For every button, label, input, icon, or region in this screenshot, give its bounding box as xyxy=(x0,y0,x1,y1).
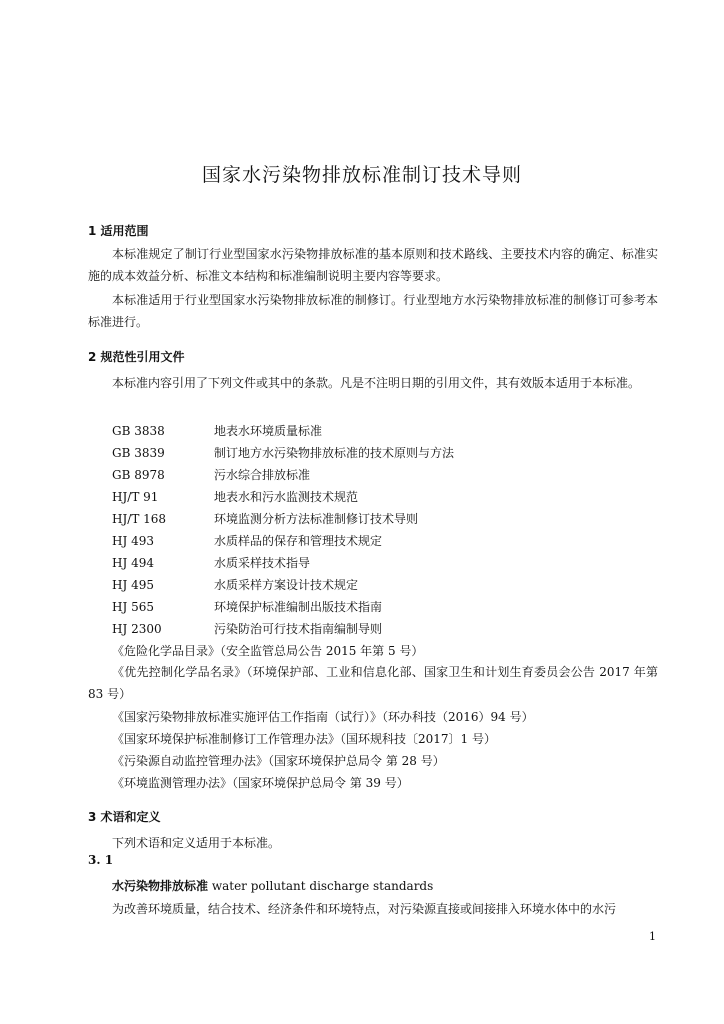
section-1-heading: 1 适用范围 xyxy=(88,224,149,238)
document-reference: 《优先控制化学品名录》（环境保护部、工业和信息化部、国家卫生和计划生育委员会公告 2017 年第 83 号） xyxy=(88,665,658,701)
section-3-intro: 下列术语和定义适用于本标准。 xyxy=(112,836,281,850)
reference-name: 污水综合排放标准 xyxy=(214,468,311,482)
reference-code: HJ 2300 xyxy=(112,622,162,636)
term-english: water pollutant discharge standards xyxy=(208,879,434,893)
reference-item xyxy=(112,488,358,506)
reference-name: 水质样品的保存和管理技术规定 xyxy=(214,534,383,548)
document-reference: 《污染源自动监控管理办法》（国家环境保护总局令 第 28 号） xyxy=(112,754,445,768)
reference-name: 地表水环境质量标准 xyxy=(214,424,323,438)
reference-name: 水质采样方案设计技术规定 xyxy=(214,578,359,592)
term-chinese: 水污染物排放标准 xyxy=(112,879,209,893)
reference-code: HJ/T 91 xyxy=(112,490,159,504)
reference-code: HJ 493 xyxy=(112,534,154,548)
section-2-intro: 本标准内容引用了下列文件或其中的条款。凡是不注明日期的引用文件，其有效版本适用于本标准。 xyxy=(112,376,641,390)
reference-code: GB 3839 xyxy=(112,446,165,460)
reference-item xyxy=(112,444,454,462)
document-title: 国家水污染物排放标准制订技术导则 xyxy=(201,164,522,186)
reference-name: 污染防治可行技术指南编制导则 xyxy=(214,622,383,636)
reference-item xyxy=(112,422,322,440)
reference-code: GB 8978 xyxy=(112,468,165,482)
reference-code: HJ/T 168 xyxy=(112,512,167,526)
section-3-heading: 3 术语和定义 xyxy=(88,810,161,824)
term-title xyxy=(112,877,433,894)
reference-name: 环境监测分析方法标准制修订技术导则 xyxy=(214,512,419,526)
reference-item xyxy=(112,532,382,550)
section-1-paragraph-1: 本标准规定了制订行业型国家水污染物排放标准的基本原则和技术路线、主要技术内容的确定、标准实施的成本效益分析、标准文本结构和标准编制说明主要内容等要求。 xyxy=(88,247,658,283)
reference-item xyxy=(112,598,382,616)
reference-item xyxy=(112,510,418,528)
document-reference: 《危险化学品目录》（安全监管总局公告 2015 年第 5 号） xyxy=(112,644,424,658)
document-reference: 《国家污染物排放标准实施评估工作指南（试行）》（环办科技（2016）94 号） xyxy=(112,710,534,724)
reference-item xyxy=(112,466,310,484)
reference-code: GB 3838 xyxy=(112,424,165,438)
reference-item xyxy=(112,576,358,594)
page-number: 1 xyxy=(649,930,656,943)
reference-code: HJ 494 xyxy=(112,556,154,570)
reference-item xyxy=(112,554,310,572)
reference-name: 制订地方水污染物排放标准的技术原则与方法 xyxy=(214,446,455,460)
document-reference: 《国家环境保护标准制修订工作管理办法》（国环规科技〔2017〕1 号） xyxy=(112,732,496,746)
section-2-heading: 2 规范性引用文件 xyxy=(88,350,185,364)
clause-number: 3. 1 xyxy=(88,853,114,867)
reference-name: 环境保护标准编制出版技术指南 xyxy=(214,600,383,614)
section-1-paragraph-2: 本标准适用于行业型国家水污染物排放标准的制修订。行业型地方水污染物排放标准的制修订可参考本标准进行。 xyxy=(88,293,658,329)
reference-code: HJ 495 xyxy=(112,578,154,592)
reference-code: HJ 565 xyxy=(112,600,154,614)
reference-item xyxy=(112,620,382,638)
term-definition: 为改善环境质量，结合技术、经济条件和环境特点，对污染源直接或间接排入环境水体中的水污 xyxy=(112,902,617,916)
reference-name: 地表水和污水监测技术规范 xyxy=(214,490,359,504)
document-reference: 《环境监测管理办法》（国家环境保护总局令 第 39 号） xyxy=(112,776,409,790)
reference-name: 水质采样技术指导 xyxy=(214,556,311,570)
